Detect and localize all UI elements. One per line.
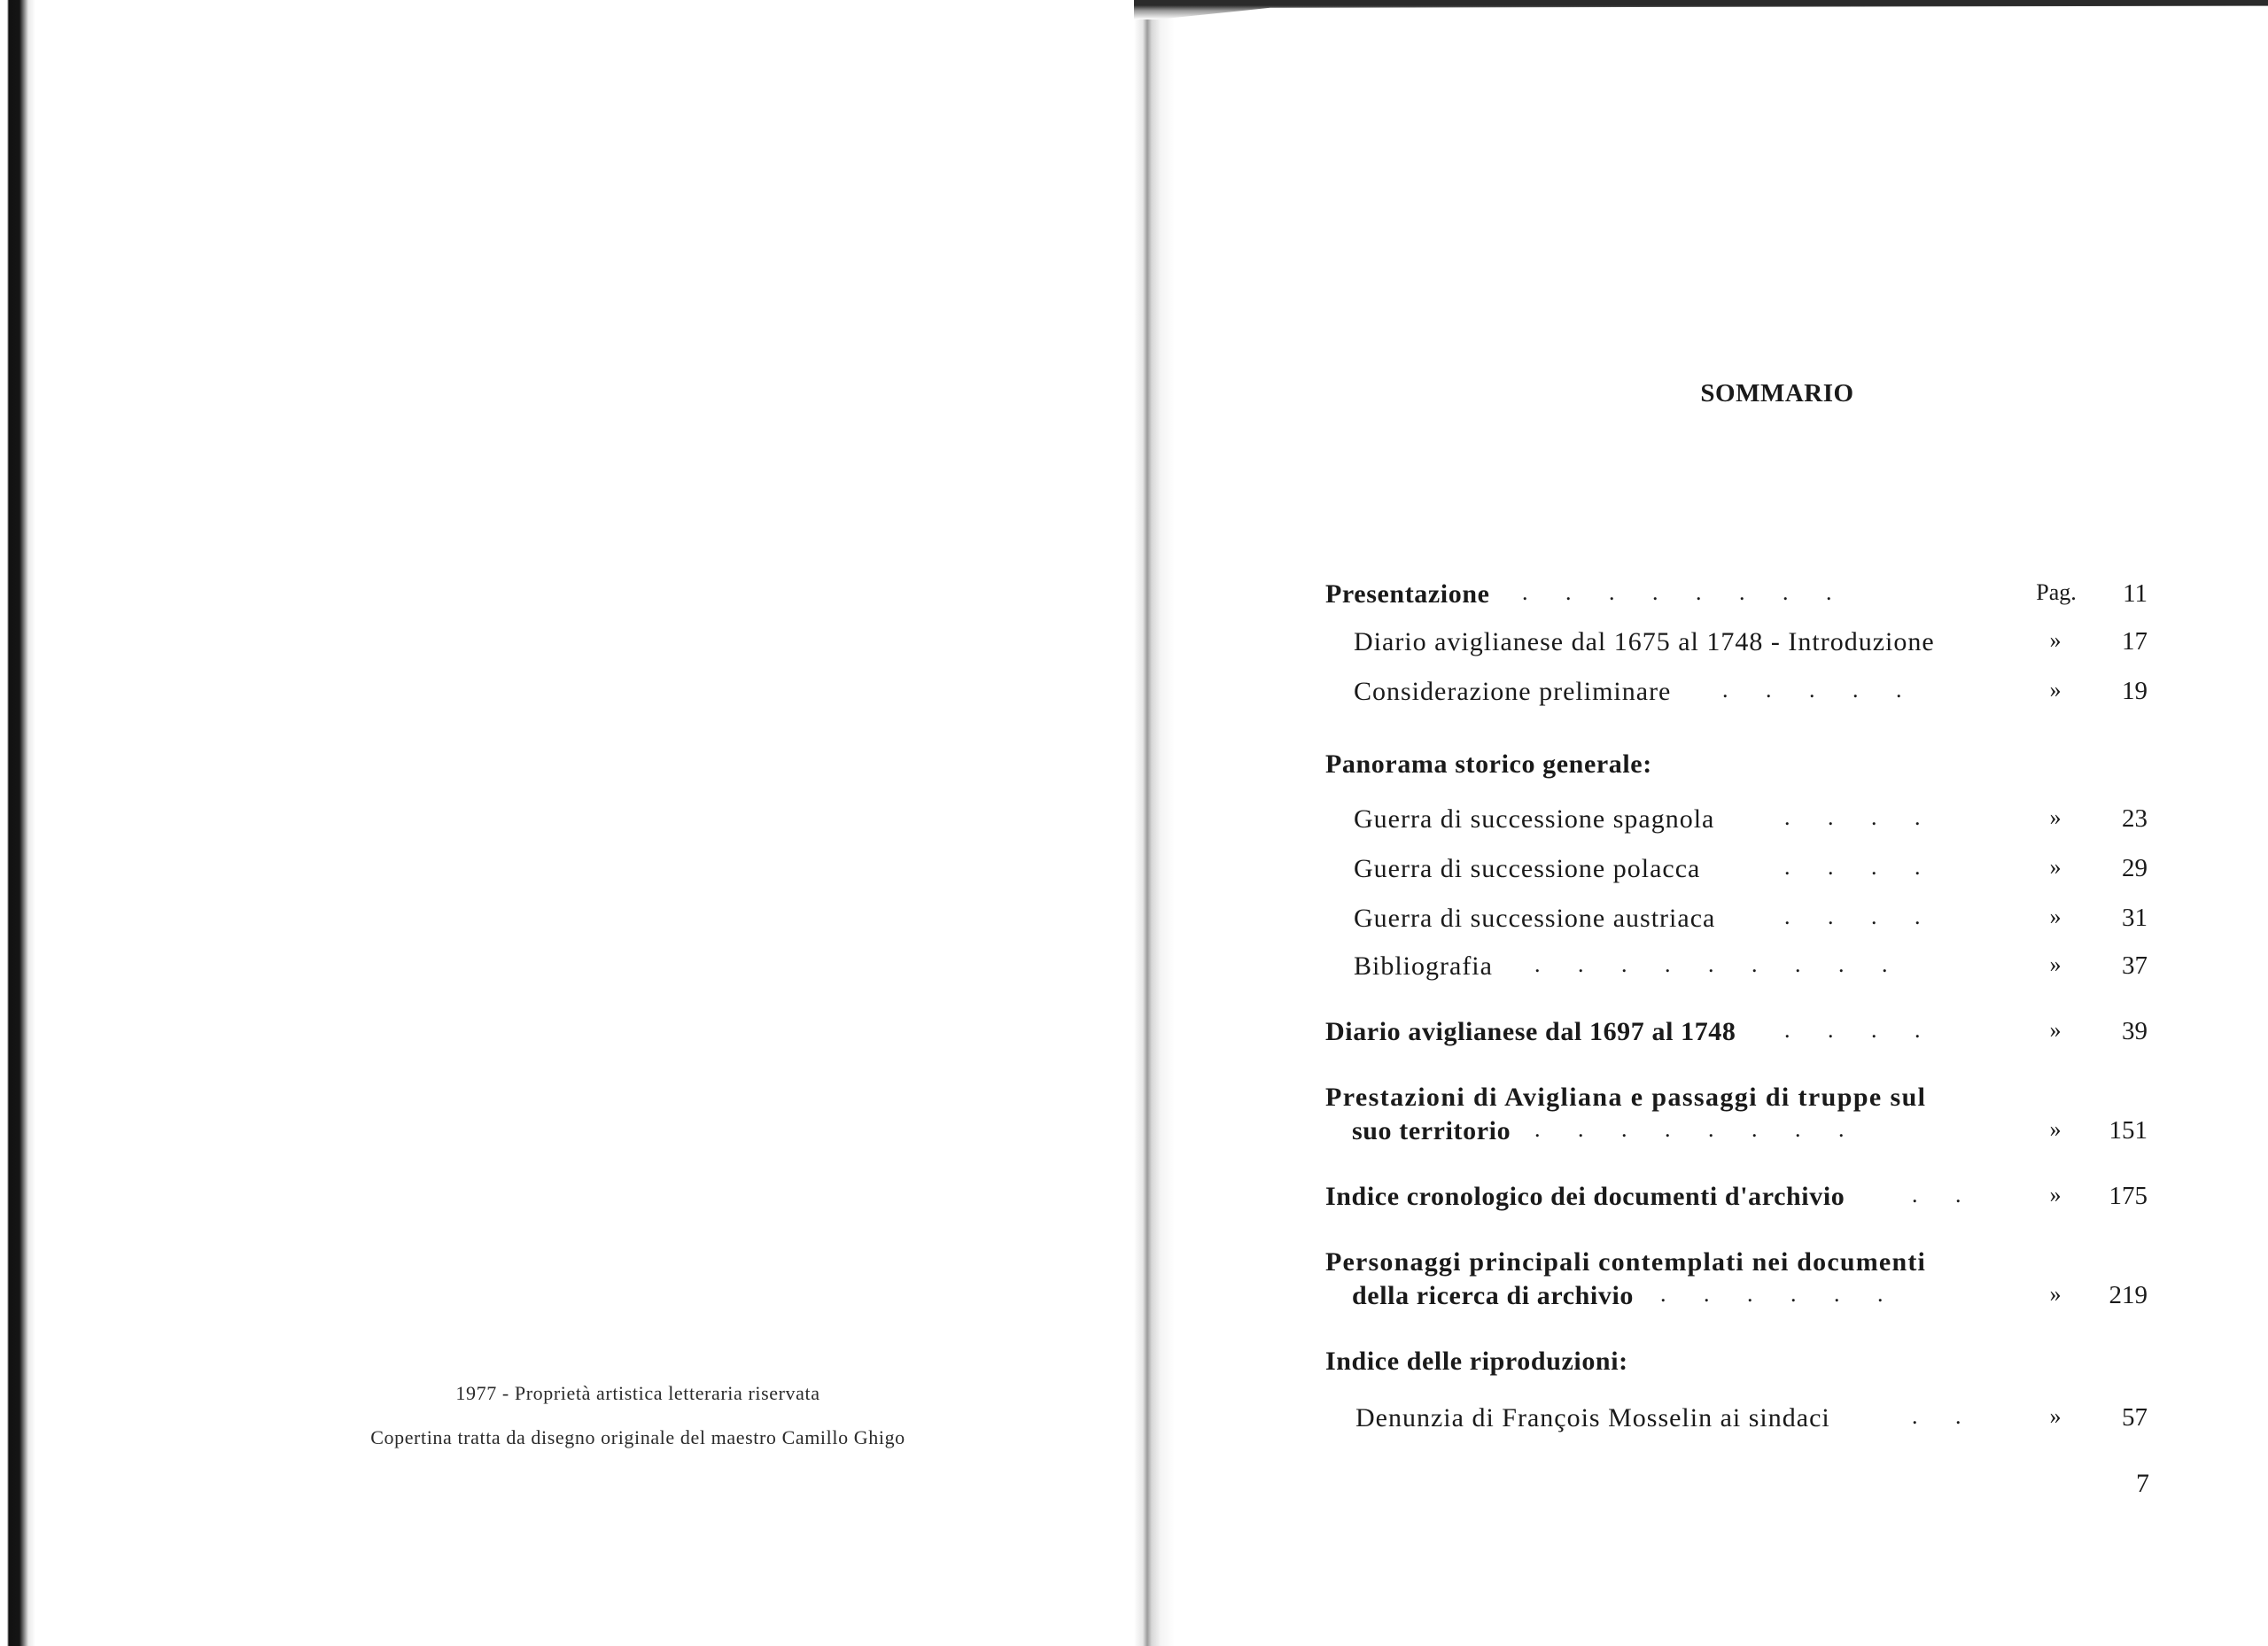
toc-leader-dots: . . . . . . . . .	[1534, 951, 1904, 977]
toc-page-number: 151	[2109, 1116, 2148, 1145]
toc-entry-label: Panorama storico generale:	[1325, 749, 1652, 779]
toc-page-number: 37	[2122, 951, 2148, 980]
toc-leader-dots: . . . . . . . .	[1522, 579, 1848, 605]
toc-entry-label: Indice cronologico dei documenti d'archivio	[1325, 1182, 1845, 1211]
toc-page-number: 11	[2123, 579, 2148, 608]
toc-entry-label: Guerra di successione spagnola	[1354, 804, 1715, 834]
binding-shadow-left	[0, 0, 35, 1646]
toc-entry-label: Indice delle riproduzioni:	[1325, 1347, 1628, 1376]
toc-entry-label: Bibliografia	[1354, 951, 1493, 981]
toc-page-number: 23	[2122, 804, 2148, 833]
toc-page-number: 31	[2122, 904, 2148, 932]
right-page	[1175, 0, 2268, 1646]
toc-entry-label: Diario aviglianese dal 1675 al 1748 - Introduzione	[1354, 627, 1935, 656]
colophon	[248, 1371, 1028, 1460]
toc-ditto-mark: »	[2049, 1403, 2062, 1429]
toc-entry-label: Prestazioni di Avigliana e passaggi di truppe sul	[1325, 1083, 1927, 1112]
toc-leader-dots: . . . .	[1784, 804, 1937, 830]
toc-ditto-mark: »	[2049, 1017, 2062, 1043]
toc-entry-label: Diario aviglianese dal 1697 al 1748	[1325, 1017, 1736, 1046]
page-number: 7	[2136, 1469, 2149, 1498]
toc-leader-dots: . .	[1912, 1182, 1977, 1207]
toc-ditto-mark: »	[2049, 854, 2062, 880]
toc-ditto-mark: »	[2049, 1182, 2062, 1207]
toc-leader-dots: . . . .	[1784, 854, 1937, 880]
toc-page-number: 17	[2122, 627, 2148, 656]
toc-page-number: 219	[2109, 1281, 2148, 1309]
toc-leader-dots: . .	[1912, 1403, 1977, 1429]
toc-entry-label: Guerra di successione polacca	[1354, 854, 1701, 883]
left-page	[35, 0, 1134, 1646]
toc-leader-dots: . . . . .	[1722, 677, 1918, 703]
toc-entry-label: Considerazione preliminare	[1354, 677, 1672, 706]
toc-leader-dots: . . . . . . . .	[1534, 1116, 1860, 1142]
colophon-cover-credit: Copertina tratta da disegno originale del maestro Camillo Ghigo	[370, 1426, 905, 1448]
toc-ditto-mark: »	[2049, 627, 2062, 653]
toc-title: SOMMARIO	[1700, 379, 1854, 408]
toc-ditto-mark: »	[2049, 904, 2062, 929]
toc-entry-label: Guerra di successione austriaca	[1354, 904, 1716, 933]
toc-ditto-mark: »	[2049, 1281, 2062, 1307]
toc-entry-label: Personaggi principali contemplati nei documenti	[1325, 1247, 1927, 1277]
book-gutter	[1134, 0, 1175, 1646]
toc-ditto-mark: »	[2049, 1116, 2062, 1142]
toc-leader-dots: . . . .	[1784, 904, 1937, 929]
toc-entry-label: della ricerca di archivio	[1352, 1281, 1635, 1310]
toc-entry-label: Denunzia di François Mosselin ai sindaci	[1355, 1403, 1830, 1432]
toc-page-number: 175	[2109, 1182, 2148, 1210]
toc-ditto-mark: »	[2049, 677, 2062, 703]
toc-page-number: 57	[2122, 1403, 2148, 1432]
toc-ditto-mark: »	[2049, 951, 2062, 977]
toc-entry-label: Presentazione	[1325, 579, 1490, 609]
toc-entry-label: suo territorio	[1352, 1116, 1511, 1145]
toc-page-number: 39	[2122, 1017, 2148, 1045]
toc-page-prefix: Pag.	[2036, 579, 2077, 605]
toc-page-number: 19	[2122, 677, 2148, 705]
toc-ditto-mark: »	[2049, 804, 2062, 830]
toc-leader-dots: . . . . . .	[1660, 1281, 1899, 1307]
toc-page-number: 29	[2122, 854, 2148, 882]
toc-leader-dots: . . . .	[1784, 1017, 1937, 1043]
colophon-copyright: 1977 - Proprietà artistica letteraria riservata	[455, 1382, 820, 1404]
